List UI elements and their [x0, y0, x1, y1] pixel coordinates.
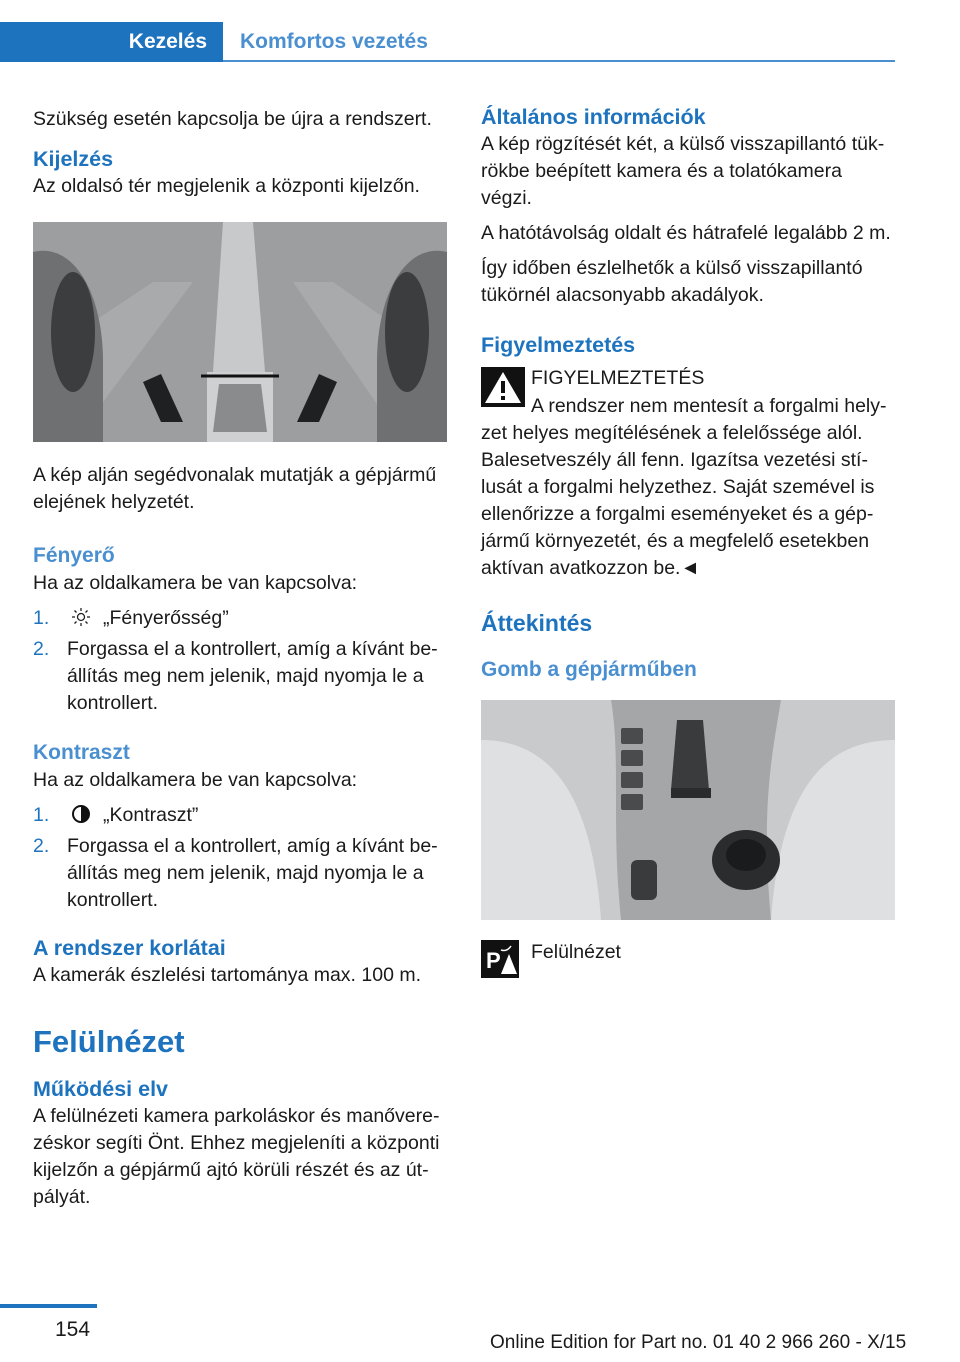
contrast-intro: Ha az oldalkamera be van kapcsolva: [33, 769, 358, 791]
chapter-tab: Kezelés [0, 22, 223, 62]
list-item: 2. Forgassa el a kontrollert, amíg a kívánt be‐állítás meg nem jelenik, majd nyomja le a kontrollert. [33, 835, 438, 911]
footer-rule [0, 1304, 97, 1308]
right-column [481, 98, 897, 978]
image-caption: A kép alján segédvonalak mutatják a gépjármű elejének helyzetét. [33, 464, 437, 513]
limits-heading: A rendszer korlátai [33, 936, 226, 960]
brightness-intro: Ha az oldalkamera be van kapcsolva: [33, 572, 358, 594]
left-column [33, 98, 449, 1211]
overview-heading: Áttekintés [481, 610, 593, 636]
warning-triangle-icon [481, 367, 525, 407]
display-heading: Kijelzés [33, 147, 114, 171]
section-title: Komfortos vezetés [240, 30, 428, 53]
contrast-heading: Kontraszt [33, 741, 130, 764]
button-heading: Gomb a gépjárműben [481, 658, 697, 681]
topview-button-icon [481, 940, 519, 978]
page-number: 154 [55, 1318, 91, 1341]
topview-heading: Felülnézet [33, 1024, 185, 1059]
general-p2: A hatótávolság oldalt és hátrafelé legalább 2 m. [481, 222, 891, 244]
limits-text: A kamerák észlelési tartománya max. 100 m. [33, 964, 421, 986]
general-p3: Így időben észlelhetők a külső visszapillantó tükörnél alacsonyabb akadályok. [481, 257, 863, 306]
list-item: 1. „Kontraszt” [33, 804, 199, 826]
button-row [481, 940, 897, 978]
center-console-image [481, 700, 895, 920]
intro-text: Szükség esetén kapcsolja be újra a rendszert. [33, 108, 432, 130]
button-label: Felülnézet [531, 940, 621, 963]
warning-heading: Figyelmeztetés [481, 333, 636, 357]
display-text: Az oldalsó tér megjelenik a központi kijelzőn. [33, 175, 420, 197]
principle-text: A felülnézeti kamera parkoláskor és manővere‐zéskor segíti Önt. Ehhez megjeleníti a központi kijelzőn a gépjármű ajtó körüli részét és az út‐pályát. [33, 1105, 440, 1208]
warning-text: A rendszer nem mentesít a forgalmi hely‐zet helyes megítélésének a felelőssége alól. Balesetveszély áll fenn. Igazítsa vezetési stí‐lusát a forgalmi helyzethez. Saját szemével is ellenőrizze a forgalmi eseményeket és a gép‐jármű környezetét, és a megfelelő esetekben aktívan avatkozzon be.◄ [481, 395, 887, 579]
sun-icon [71, 607, 91, 627]
brightness-steps [33, 605, 449, 717]
page-header [0, 22, 895, 62]
header-rule [223, 60, 895, 62]
warning-title: FIGYELMEZTETÉS [531, 367, 705, 389]
contrast-icon [71, 804, 91, 824]
principle-heading: Működési elv [33, 1077, 169, 1101]
general-p1: A kép rögzítését két, a külső visszapillantó tük‐rökbe beépített kamera és a tolatókamera végzi. [481, 133, 885, 209]
list-item: 2. Forgassa el a kontrollert, amíg a kívánt be‐állítás meg nem jelenik, majd nyomja le a kontrollert. [33, 638, 438, 714]
svg-text:P: P [486, 948, 501, 973]
list-item: 1. „Fényerősség” [33, 607, 229, 629]
side-view-camera-image [33, 222, 447, 442]
general-heading: Általános információk [481, 105, 706, 129]
brightness-heading: Fényerő [33, 544, 115, 567]
edition-text: Online Edition for Part no. 01 40 2 966 260 - X/15 [490, 1332, 907, 1353]
contrast-steps [33, 802, 449, 914]
